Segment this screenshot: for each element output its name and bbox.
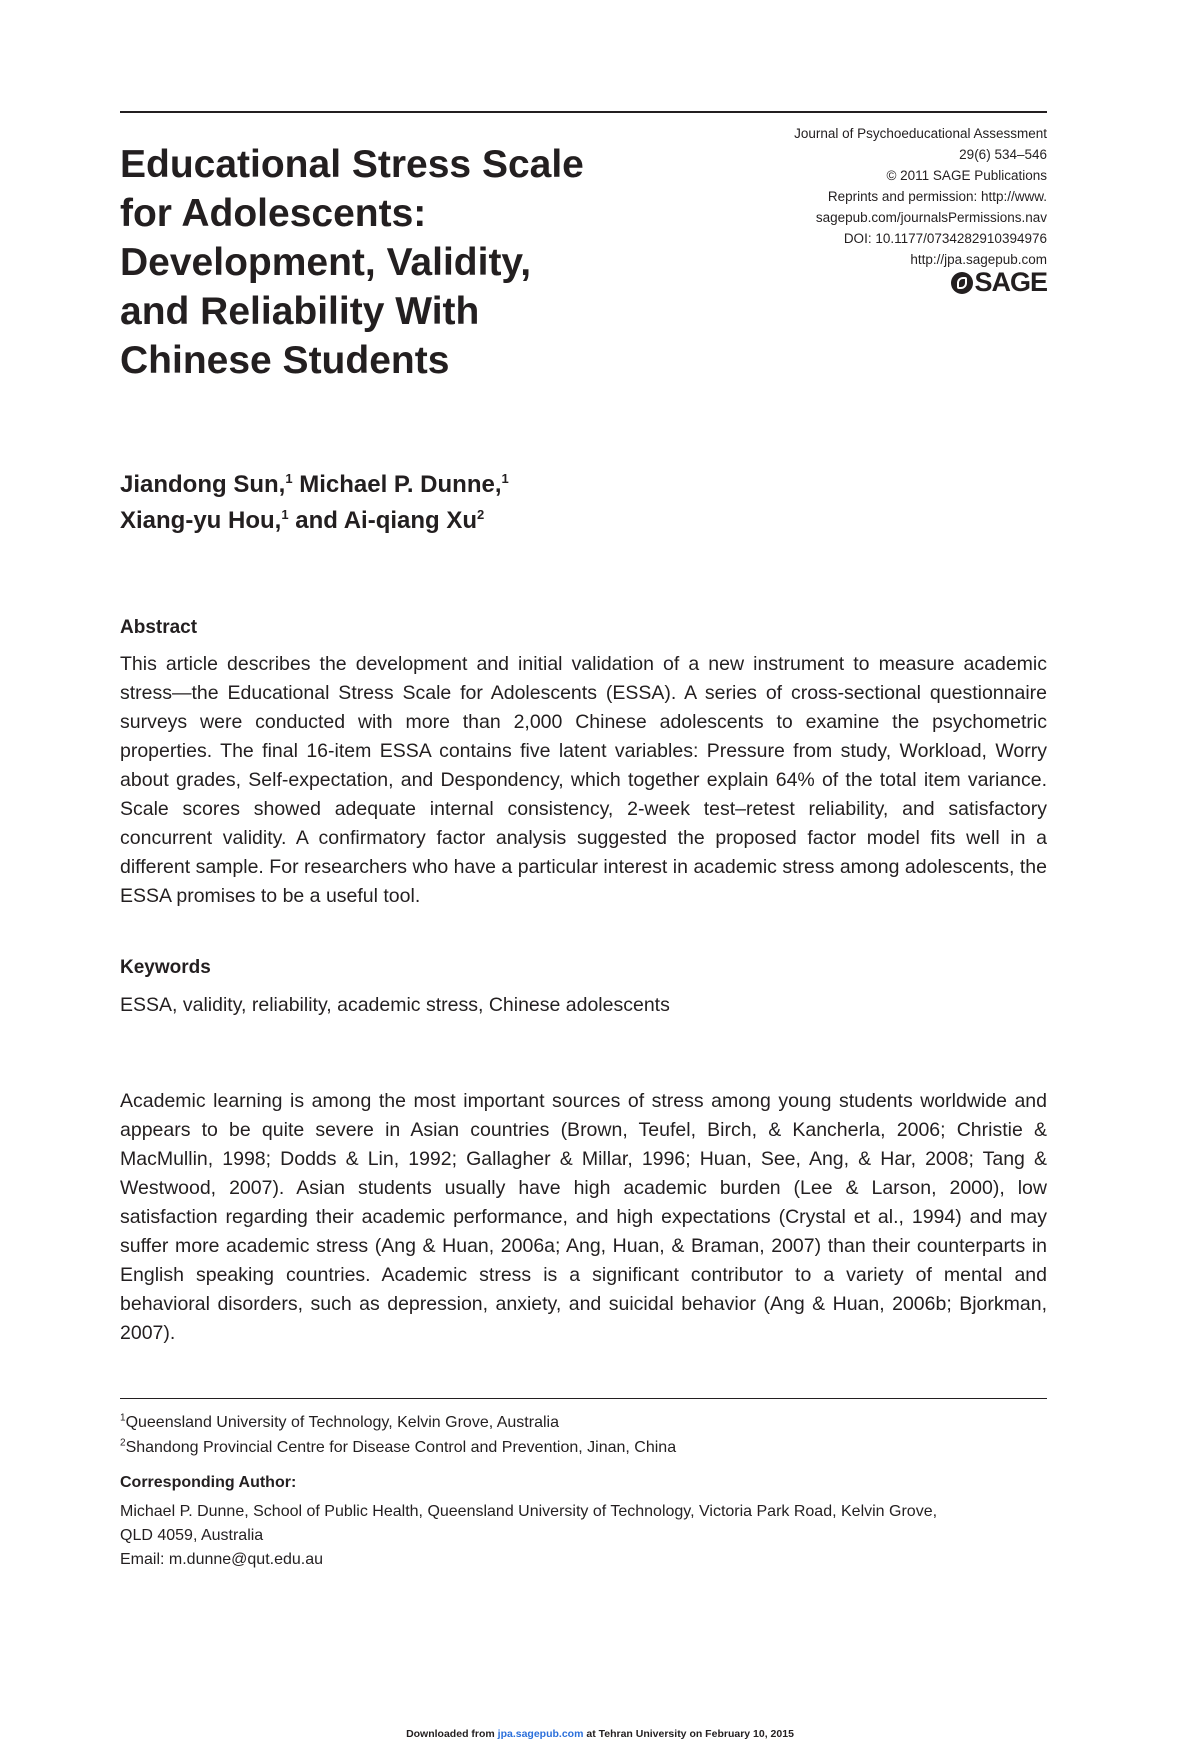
top-rule — [120, 111, 1047, 113]
title-line: and Reliability With — [120, 290, 480, 333]
affiliation-2 — [120, 1436, 676, 1460]
sage-mark-icon — [951, 272, 973, 294]
copyright: © 2011 SAGE Publications — [886, 168, 1047, 183]
article-title — [120, 140, 680, 385]
author-name: and Ai-qiang Xu — [295, 507, 478, 534]
affiliation-text: Shandong Provincial Centre for Disease Control and Prevention, Jinan, China — [125, 1439, 677, 1456]
corresponding-address: Michael P. Dunne, School of Public Health, Queensland University of Technology, Victoria Park Road, Kelvin Grove, — [120, 1503, 938, 1520]
journal-name: Journal of Psychoeducational Assessment — [794, 126, 1047, 141]
affiliation-marker: 2 — [120, 1437, 126, 1449]
author-line — [120, 503, 820, 539]
affiliation-text: Queensland University of Technology, Kelvin Grove, Australia — [125, 1414, 559, 1431]
affiliation-1 — [120, 1411, 559, 1435]
abstract-heading: Abstract — [120, 617, 198, 638]
download-note — [0, 1728, 1200, 1740]
affiliation-marker: 1 — [285, 471, 293, 486]
affiliation-marker: 1 — [281, 507, 289, 522]
author-name: Jiandong Sun, — [120, 471, 286, 498]
doi[interactable]: DOI: 10.1177/0734282910394976 — [843, 231, 1047, 246]
corresponding-email[interactable]: Email: m.dunne@qut.edu.au — [120, 1551, 324, 1568]
author-name: Michael P. Dunne, — [299, 471, 502, 498]
sage-logo-text: SAGE — [974, 267, 1047, 297]
author-line — [120, 467, 820, 503]
corresponding-address: QLD 4059, Australia — [120, 1527, 264, 1544]
download-link[interactable]: jpa.sagepub.com — [497, 1728, 584, 1740]
author-list — [120, 467, 820, 539]
download-suffix: at Tehran University on February 10, 2015 — [583, 1728, 794, 1740]
affiliation-marker: 1 — [501, 471, 509, 486]
intro-paragraph: Academic learning is among the most important sources of stress among young students worldwide and appears to be quite severe in Asian countries (Brown, Teufel, Birch, & Kancherla, 2006; Christie & MacMullin, 1998; Dodds & Lin, 1992; Gallagher & Millar, 1996; Huan, See, Ang, & Har, 2008; Tang & Westwood, 2007). Asian students usually have high academic burden (Lee & Larson, 2000), low satisfaction regarding their academic performance, and high expectations (Crystal et al., 1994) and may suffer more academic stress (Ang & Huan, 2006a; Ang, Huan, & Braman, 2007) than their counterparts in English speaking countries. Academic stress is a significant contributor to a variety of mental and behavioral disorders, such as depression, anxiety, and suicidal behavior (Ang & Huan, 2006b; Bjorkman, 2007). — [120, 1090, 1047, 1344]
title-line: Development, Validity, — [120, 241, 532, 284]
affiliation-marker: 1 — [120, 1412, 126, 1424]
corresponding-author-heading: Corresponding Author: — [120, 1474, 297, 1491]
sage-logo — [951, 267, 1047, 298]
author-name: Xiang-yu Hou, — [120, 507, 282, 534]
title-line: Chinese Students — [120, 339, 450, 382]
journal-volume: 29(6) 534–546 — [959, 147, 1047, 162]
footnote-rule — [120, 1398, 1047, 1399]
abstract-text: This article describes the development and initial validation of a new instrument to measure academic stress—the Educational Stress Scale for Adolescents (ESSA). A series of cross-sectional questionnaire surveys were conducted with more than 2,000 Chinese adolescents to examine the psychometric properties. The final 16-item ESSA contains five latent variables: Pressure from study, Workload, Worry about grades, Self-expectation, and Despondency, which together explain 64% of the total item variance. Scale scores showed adequate internal consistency, 2-week test–retest reliability, and satisfactory concurrent validity. A confirmatory factor analysis suggested the proposed factor model fits well in a different sample. For researchers who have a particular interest in academic stress among adolescents, the ESSA promises to be a useful tool. — [120, 653, 1047, 907]
affiliation-marker: 2 — [477, 507, 485, 522]
download-prefix: Downloaded from — [406, 1728, 498, 1740]
keywords-heading: Keywords — [120, 957, 211, 978]
permissions-url[interactable]: sagepub.com/journalsPermissions.nav — [815, 210, 1047, 225]
journal-info — [707, 123, 1047, 270]
title-line: Educational Stress Scale — [120, 143, 584, 186]
keywords-text: ESSA, validity, reliability, academic stress, Chinese adolescents — [120, 994, 670, 1016]
title-line: for Adolescents: — [120, 192, 427, 235]
reprints-line: Reprints and permission: http://www. — [827, 189, 1047, 204]
journal-url[interactable]: http://jpa.sagepub.com — [910, 252, 1047, 267]
corresponding-author-details — [120, 1500, 1047, 1572]
